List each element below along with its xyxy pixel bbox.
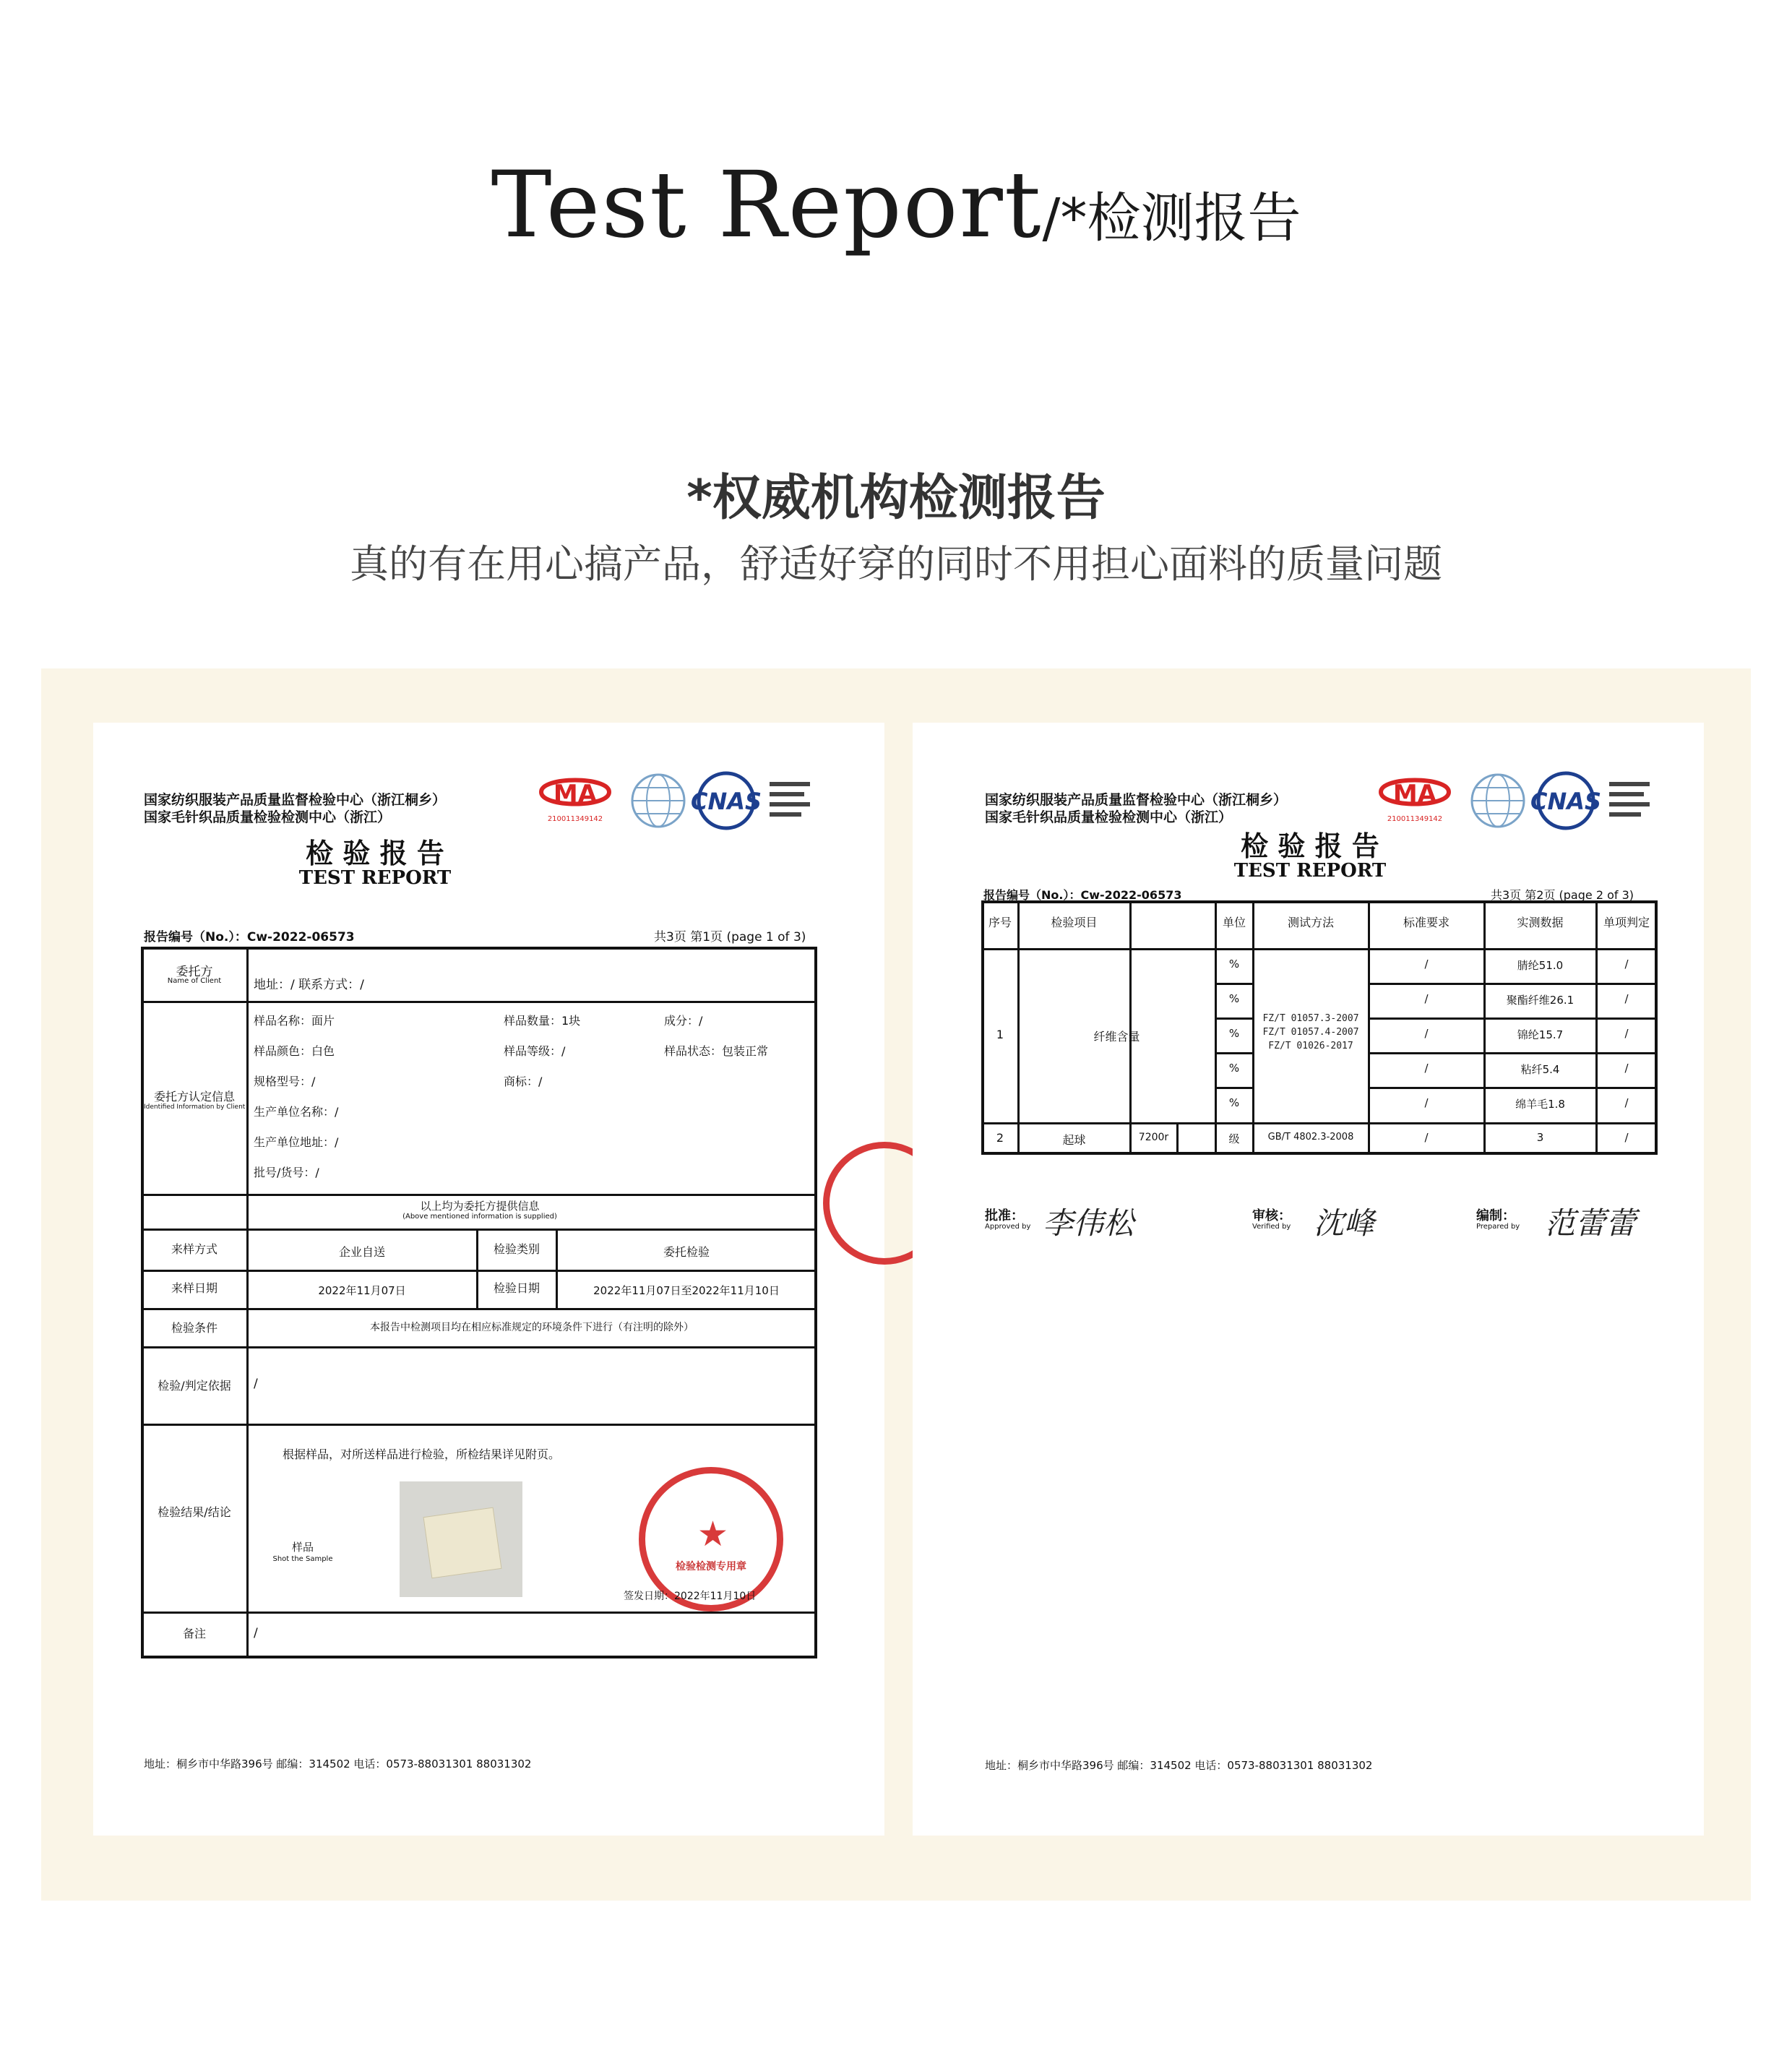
item2-unit: 级 <box>1228 1132 1240 1145</box>
info-note: 以上均为委托方提供信息 <box>420 1200 540 1213</box>
col-header-requirement: 标准要求 <box>1403 916 1449 929</box>
row-line <box>983 1122 1656 1124</box>
cma-logo-text: MA <box>553 780 598 809</box>
stamp-star-icon: ★ <box>697 1514 729 1554</box>
approved-label-en: Approved by <box>985 1223 1031 1231</box>
row-line <box>142 1194 816 1196</box>
row-line <box>142 1346 816 1348</box>
maker-name: 生产单位名称：/ <box>254 1105 339 1119</box>
row-line <box>1368 1052 1657 1054</box>
approved-label: 批准： <box>985 1208 1024 1223</box>
item1-result: 粘纤5.4 <box>1520 1063 1560 1076</box>
client-label-en: Name of Client <box>167 977 222 985</box>
client-label: 委托方 <box>176 965 213 979</box>
row-line <box>1215 1052 1254 1054</box>
env-label: 检验条件 <box>171 1321 217 1335</box>
info-label-en: Identified Information by Client <box>144 1103 246 1111</box>
sample-name: 样品名称：面片 <box>254 1014 335 1028</box>
col-header-judgement: 单项判定 <box>1603 916 1650 929</box>
sample-qty: 样品数量：1块 <box>504 1014 581 1028</box>
page-title-cn: /*检测报告 <box>1042 187 1301 249</box>
item2-condition: 7200r <box>1138 1132 1169 1143</box>
sample-photo-label: 样品 <box>291 1541 314 1554</box>
item1-judgement: / <box>1624 1027 1629 1040</box>
report-title-cn: 检 验 报 告 <box>306 837 444 869</box>
item2-no: 2 <box>996 1131 1004 1145</box>
item1-requirement: / <box>1424 992 1429 1005</box>
item1-result: 聚酯纤维26.1 <box>1506 994 1575 1007</box>
org-line-1: 国家纺织服装产品质量监督检验中心（浙江桐乡） <box>144 792 447 808</box>
item2-name: 起球 <box>1062 1133 1086 1147</box>
cnas-logo-text: CNAS <box>1530 788 1602 815</box>
verified-label: 审核： <box>1252 1208 1291 1223</box>
item2-judgement: / <box>1624 1131 1629 1144</box>
col-line <box>1176 1122 1179 1153</box>
row-line <box>1368 1017 1657 1020</box>
prepared-label: 编制： <box>1476 1208 1515 1223</box>
item1-unit: % <box>1228 1027 1240 1040</box>
row-line <box>142 1229 816 1231</box>
col-header-no: 序号 <box>988 916 1012 929</box>
col-line <box>1252 902 1254 1153</box>
prepared-signature: 范蕾蕾 <box>1545 1205 1637 1241</box>
report-title-en: TEST REPORT <box>1233 860 1387 882</box>
item1-unit: % <box>1228 992 1240 1005</box>
prepared-label-en: Prepared by <box>1476 1223 1520 1231</box>
row-line <box>142 1424 816 1426</box>
batch: 批号/货号：/ <box>254 1166 319 1179</box>
test-date-value: 2022年11月07日至2022年11月10日 <box>593 1284 780 1297</box>
cma-number: 210011349142 <box>547 815 603 823</box>
page-indicator: 共3页 第1页 (page 1 of 3) <box>654 930 806 945</box>
section-heading: *权威机构检测报告 <box>686 470 1106 527</box>
cma-logo <box>1375 772 1455 824</box>
item2-requirement: / <box>1424 1131 1429 1144</box>
client-value: 地址：/ 联系方式：/ <box>254 978 364 992</box>
row-line <box>1368 1087 1657 1089</box>
item1-name: 纤维含量 <box>1093 1030 1140 1044</box>
sample-state: 样品状态：包装正常 <box>664 1044 769 1058</box>
verified-signature: 沈峰 <box>1314 1205 1375 1241</box>
page-title-en: Test Report <box>491 152 1043 258</box>
item1-requirement: / <box>1424 1096 1429 1109</box>
report-number: 报告编号（No.）：Cw-2022-06573 <box>144 930 355 945</box>
category-value: 委托检验 <box>663 1245 710 1259</box>
item1-method: FZ/T 01057.3-2007 FZ/T 01057.4-2007 FZ/T 01026-2017 <box>1262 1013 1359 1051</box>
remarks-value: / <box>254 1626 258 1640</box>
report-page-2[interactable] <box>913 723 1704 1836</box>
row-line <box>1215 983 1254 985</box>
report-title-en: TEST REPORT <box>298 867 452 889</box>
composition: 成分：/ <box>664 1014 703 1028</box>
col-header-method: 测试方法 <box>1287 916 1334 929</box>
item1-judgement: / <box>1624 958 1629 971</box>
item1-judgement: / <box>1624 1062 1629 1075</box>
footer-address: 地址：桐乡市中华路396号 邮编：314502 电话：0573-88031301 88031302 <box>985 1759 1373 1772</box>
item1-requirement: / <box>1424 1062 1429 1075</box>
footer-address: 地址：桐乡市中华路396号 邮编：314502 电话：0573-88031301 88031302 <box>144 1757 532 1770</box>
item1-judgement: / <box>1624 992 1629 1005</box>
report-page-1[interactable] <box>93 723 884 1836</box>
standard-value: / <box>254 1377 258 1391</box>
report-number: 报告编号（No.）：Cw-2022-06573 <box>983 888 1182 902</box>
row-line <box>1368 983 1657 985</box>
sample-photo <box>400 1481 522 1597</box>
item1-result: 绵羊毛1.8 <box>1515 1098 1565 1111</box>
sample-photo-label-en: Shot the Sample <box>272 1555 333 1563</box>
category-label: 检验类别 <box>493 1242 540 1256</box>
org-line-2: 国家毛针织品质量检验检测中心（浙江） <box>985 809 1233 825</box>
cma-logo <box>535 772 615 824</box>
way-value: 企业自送 <box>338 1245 385 1259</box>
row-line <box>142 1308 816 1310</box>
cma-number: 210011349142 <box>1387 815 1443 823</box>
report-title-cn: 检 验 报 告 <box>1241 830 1379 862</box>
col-header-result: 实测数据 <box>1517 916 1564 929</box>
item1-result: 锦纶15.7 <box>1517 1028 1564 1041</box>
remarks-label: 备注 <box>182 1627 206 1640</box>
info-note-en: (Above mentioned information is supplied) <box>402 1213 557 1221</box>
row-line <box>1215 1017 1254 1020</box>
cnas-logo-text: CNAS <box>690 788 762 815</box>
row-line <box>142 1001 816 1003</box>
header-line <box>983 948 1656 950</box>
test-date-label: 检验日期 <box>493 1281 540 1295</box>
conclusion-value: 根据样品，对所送样品进行检验，所检结果详见附页。 <box>283 1447 561 1461</box>
page-title <box>0 152 1792 258</box>
sample-color: 样品颜色：白色 <box>254 1044 335 1058</box>
stamp-text: 检验检测专用章 <box>676 1561 746 1572</box>
item1-unit: % <box>1228 958 1240 971</box>
arrival-label: 来样日期 <box>171 1281 217 1295</box>
brand: 商标：/ <box>504 1075 543 1088</box>
item1-result: 腈纶51.0 <box>1517 959 1564 972</box>
cma-logo-text: MA <box>1392 780 1437 809</box>
way-label: 来样方式 <box>171 1242 217 1256</box>
item1-unit: % <box>1228 1062 1240 1075</box>
item2-result: 3 <box>1536 1131 1544 1144</box>
env-value: 本报告中检测项目均在相应标准规定的环境条件下进行（有注明的除外） <box>370 1322 694 1333</box>
org-line-2: 国家毛针织品质量检验检测中心（浙江） <box>144 809 392 825</box>
standard-label: 检验/判定依据 <box>158 1379 231 1393</box>
org-line-1: 国家纺织服装产品质量监督检验中心（浙江桐乡） <box>985 792 1288 808</box>
col-header-unit: 单位 <box>1222 916 1246 929</box>
arrival-value: 2022年11月07日 <box>318 1284 406 1297</box>
cnas-logo <box>1530 770 1660 831</box>
ilac-globe-icon <box>1469 772 1527 830</box>
item1-requirement: / <box>1424 1027 1429 1040</box>
issue-date: 签发日期：2022年11月10日 <box>624 1591 757 1602</box>
info-label: 委托方认定信息 <box>153 1090 235 1103</box>
table-divider <box>246 948 249 1657</box>
spec: 规格型号：/ <box>254 1075 316 1088</box>
item1-requirement: / <box>1424 958 1429 971</box>
ilac-globe-icon <box>629 772 687 830</box>
sample-grade: 样品等级：/ <box>504 1044 566 1058</box>
col-header-item: 检验项目 <box>1051 916 1098 929</box>
item1-judgement: / <box>1624 1096 1629 1109</box>
conclusion-label: 检验结果/结论 <box>158 1505 231 1519</box>
item2-method: GB/T 4802.3-2008 <box>1267 1132 1354 1143</box>
approved-signature: 李伟松 <box>1043 1205 1134 1241</box>
item1-unit: % <box>1228 1096 1240 1109</box>
item1-no: 1 <box>996 1028 1004 1041</box>
cnas-logo <box>690 770 820 831</box>
page-indicator: 共3页 第2页 (page 2 of 3) <box>1491 888 1634 902</box>
row-line <box>142 1612 816 1614</box>
row-line <box>1215 1087 1254 1089</box>
row-line <box>142 1270 816 1272</box>
section-tagline: 真的有在用心搞产品，舒适好穿的同时不用担心面料的质量问题 <box>350 541 1442 587</box>
maker-address: 生产单位地址：/ <box>254 1135 339 1149</box>
verified-label-en: Verified by <box>1252 1223 1291 1231</box>
